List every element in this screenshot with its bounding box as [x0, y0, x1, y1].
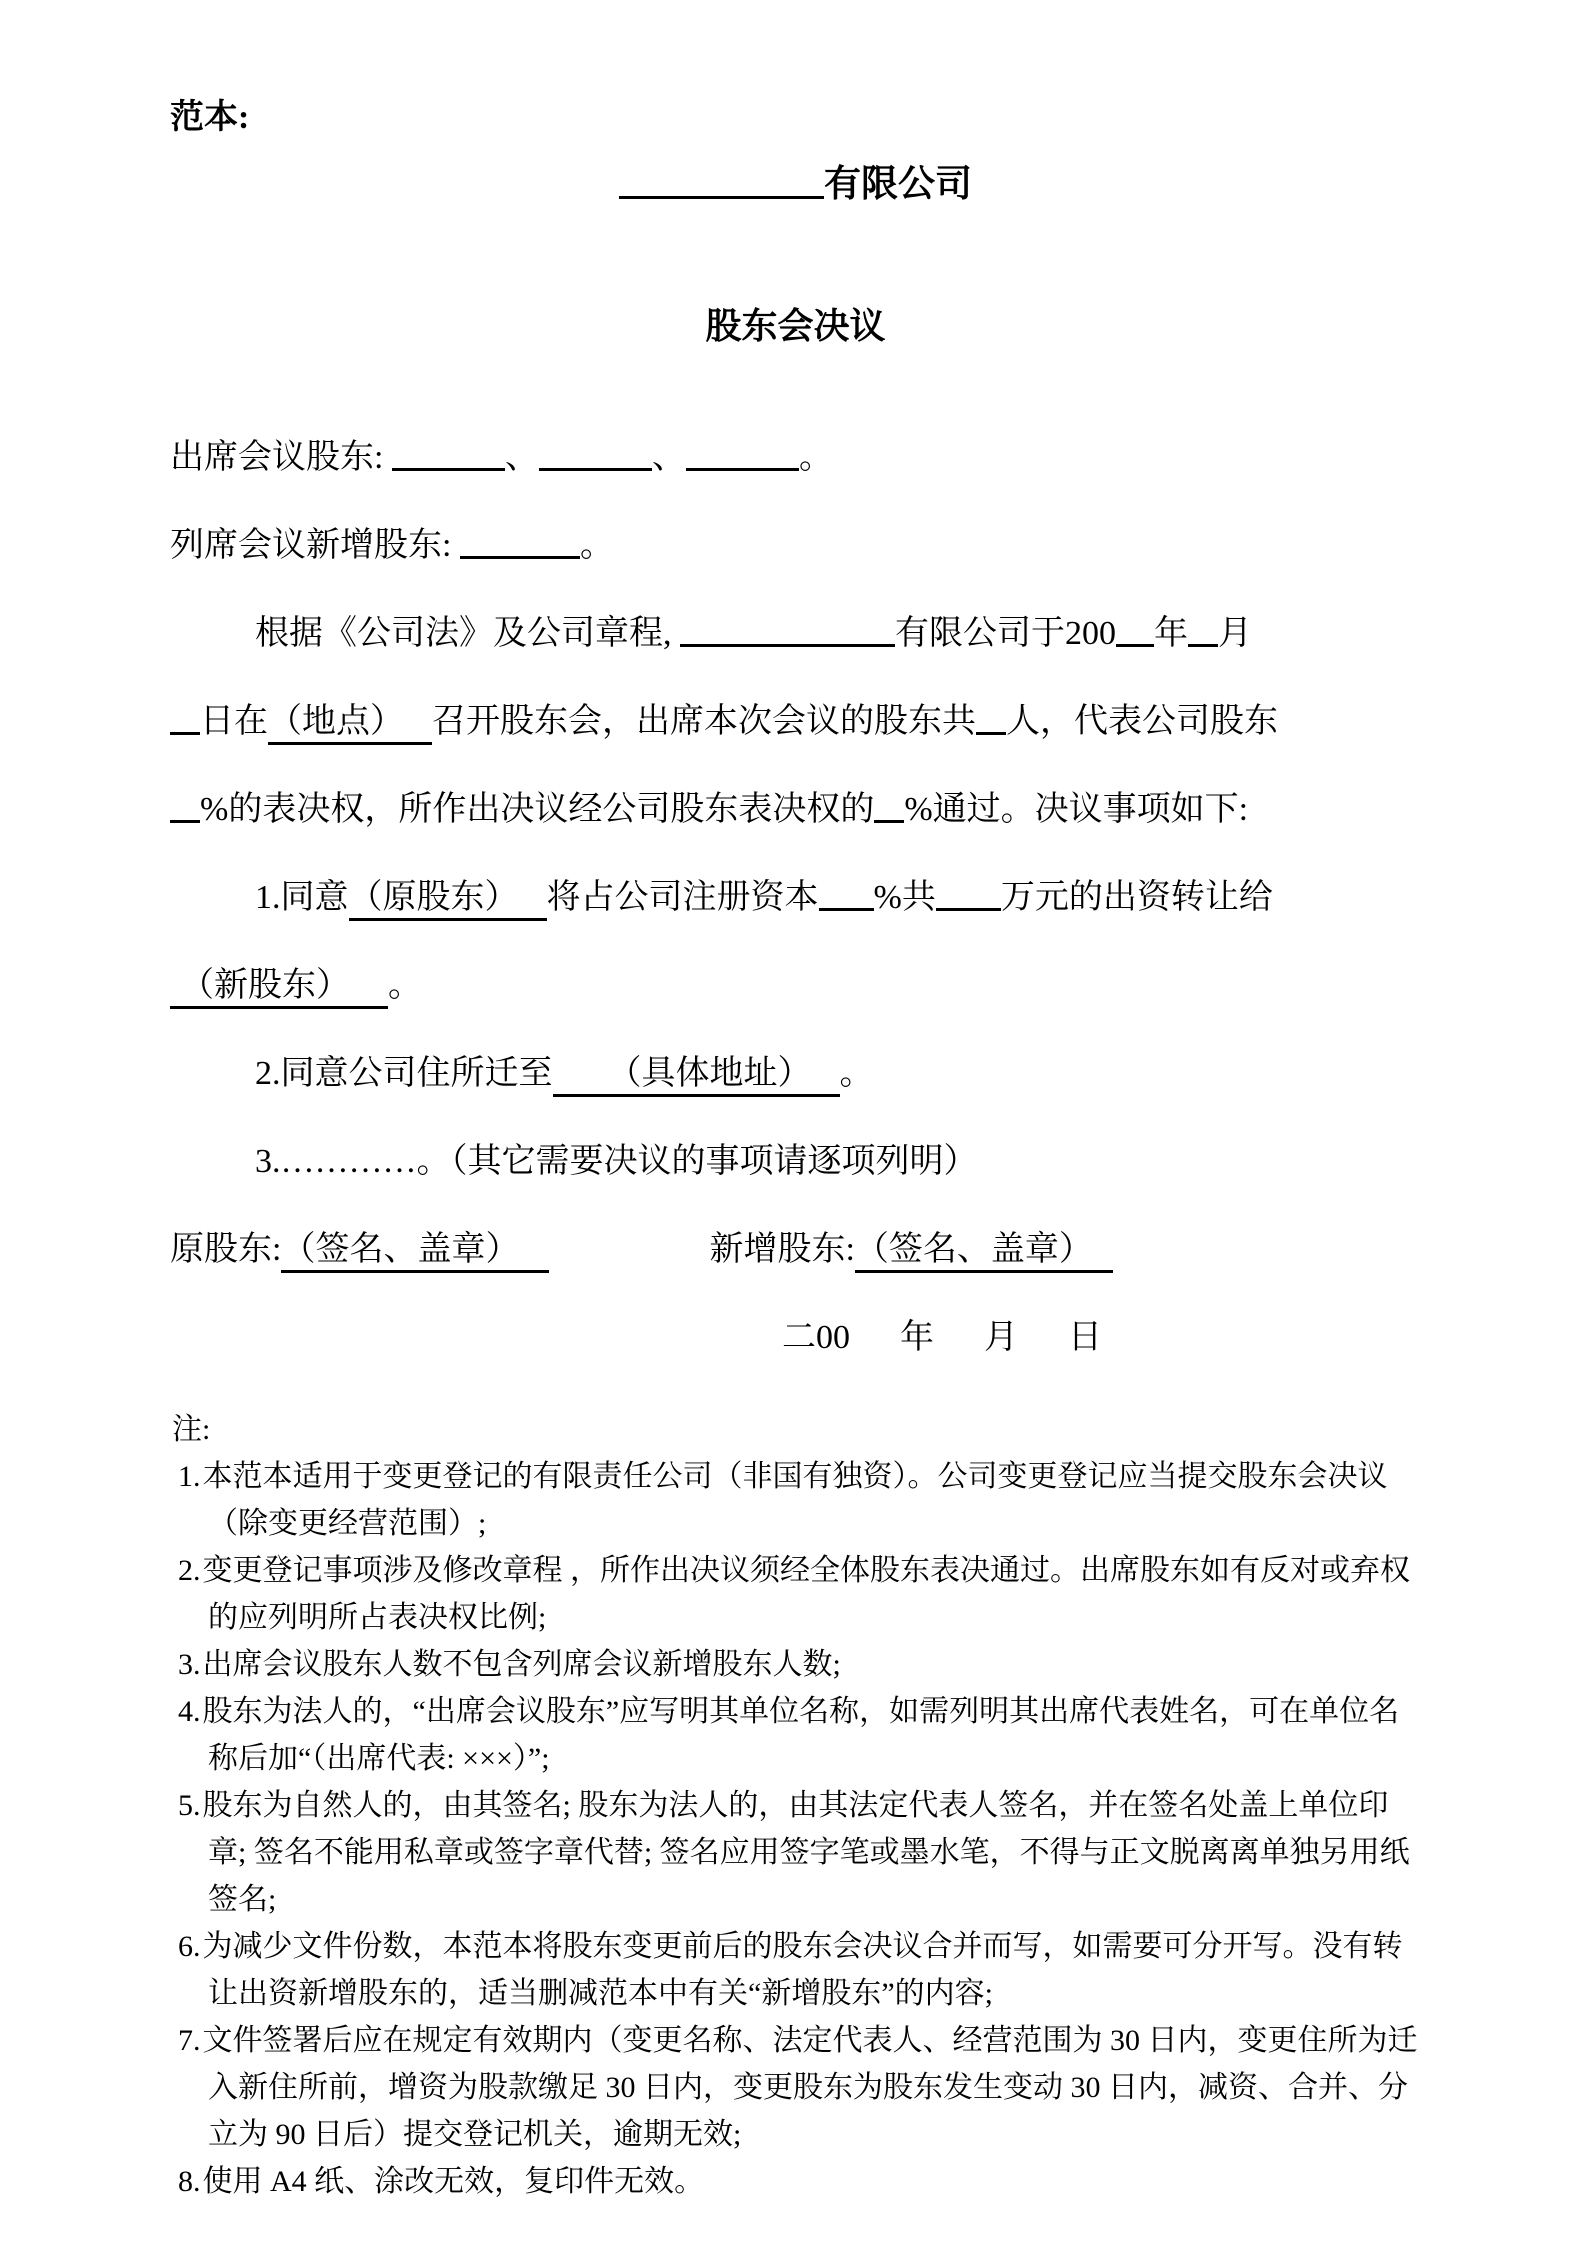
note-item-6: [170, 1923, 1421, 2017]
document-subtitle: 股东会决议: [705, 306, 886, 346]
old-shareholder-label: 原股东:: [170, 1231, 282, 1268]
note-text: 变更登记事项涉及修改章程 ，所作出决议须经全体股东表决通过。出席股东如有反对或弃权的应列明所占表决权比例;: [202, 1554, 1410, 1634]
notes-label: 注:: [172, 1413, 211, 1446]
attendees-label: 出席会议股东:: [170, 439, 384, 476]
place-placeholder: （地点）: [268, 703, 432, 745]
new-shareholder-label: 新增股东:: [709, 1231, 855, 1268]
percent-blank-2: [874, 786, 904, 823]
paragraph-line-3: [170, 766, 1421, 854]
period: 。: [579, 527, 614, 564]
note-number: 8.: [178, 2165, 201, 2198]
note-item-2: [170, 1547, 1421, 1641]
note-item-4: [170, 1688, 1421, 1782]
note-text: 出席会议股东人数不包含列席会议新增股东人数;: [202, 1648, 841, 1681]
signature-row: [170, 1206, 1421, 1294]
resolution-item-1: [170, 854, 1421, 942]
note-item-3: [170, 1641, 1421, 1688]
period: 。: [388, 967, 422, 1004]
attendees-line: [170, 414, 1421, 502]
date-year-prefix: 二00: [782, 1319, 850, 1356]
attendee-blank-3: [686, 434, 799, 471]
text: 根据《公司法》及公司章程,: [255, 615, 672, 652]
note-item-1: [170, 1453, 1421, 1547]
new-shareholder-signature: [709, 1206, 1112, 1294]
year-blank: [1116, 610, 1154, 647]
note-number: 7.: [178, 2024, 201, 2057]
date-line: [170, 1294, 1421, 1382]
text: 召开股东会，出席本次会议的股东共: [432, 703, 976, 740]
note-text: 股东为法人的，“出席会议股东”应写明其单位名称，如需列明其出席代表姓名，可在单位名称后加“（出席代表: ×××）”;: [202, 1695, 1400, 1775]
paragraph-line-1: [170, 590, 1421, 678]
notes-section: [170, 1406, 1421, 2205]
observers-line: [170, 502, 1421, 590]
old-sign-placeholder: （签名、盖章）: [281, 1231, 549, 1273]
old-shareholder-placeholder: （原股东）: [349, 879, 547, 921]
new-sign-placeholder: （签名、盖章）: [855, 1231, 1113, 1273]
attendee-blank-2: [539, 434, 652, 471]
note-text: 股东为自然人的，由其签名; 股东为法人的，由其法定代表人签名，并在签名处盖上单位印章; 签名不能用私章或签字章代替; 签名应用签字笔或墨水笔，不得与正文脱离离单独另用纸签名;: [202, 1789, 1410, 1916]
resolution-item-3: [170, 1118, 1421, 1206]
ellipsis: …………: [280, 1143, 417, 1180]
text: 有限公司于200: [895, 615, 1116, 652]
new-shareholder-placeholder: （新股东）: [170, 967, 388, 1009]
text: 。（其它需要决议的事项请逐项列明）: [416, 1143, 978, 1180]
old-shareholder-signature: [170, 1206, 549, 1294]
note-number: 5.: [178, 1789, 201, 1822]
attendee-blank-1: [392, 434, 505, 471]
date-day-label: 日: [1068, 1319, 1102, 1356]
note-text: 使用 A4 纸、涂改无效，复印件无效。: [202, 2165, 705, 2198]
date-year-label: 年: [900, 1319, 934, 1356]
note-text: 本范本适用于变更登记的有限责任公司（非国有独资）。公司变更登记应当提交股东会决议（除变更经营范围）;: [202, 1460, 1388, 1540]
period: 。: [839, 1055, 874, 1092]
text: 1.同意: [255, 879, 349, 916]
percent-blank-1: [170, 786, 200, 823]
period: 。: [798, 439, 833, 476]
text: %共: [873, 879, 936, 916]
note-number: 6.: [178, 1930, 201, 1963]
date-month-label: 月: [984, 1319, 1018, 1356]
company-blank: [680, 610, 895, 647]
template-label: 范本:: [170, 99, 250, 136]
separator: 、: [504, 439, 539, 476]
text: %的表决权，所作出决议经公司股东表决权的: [200, 791, 875, 828]
note-number: 4.: [178, 1695, 201, 1728]
text: 月: [1218, 615, 1252, 652]
address-placeholder: （具体地址）: [553, 1055, 840, 1097]
amount-blank: [936, 874, 1001, 911]
text: %通过。决议事项如下:: [904, 791, 1249, 828]
separator: 、: [651, 439, 686, 476]
note-text: 为减少文件份数，本范本将股东变更前后的股东会决议合并而写，如需要可分开写。没有转让出资新增股东的，适当删减范本中有关“新增股东”的内容;: [202, 1930, 1403, 2010]
text: 日在: [200, 703, 268, 740]
text: 2.同意公司住所迁至: [255, 1055, 553, 1092]
note-number: 1.: [178, 1460, 201, 1493]
text: 将占公司注册资本: [546, 879, 819, 916]
resolution-body: [170, 414, 1421, 1382]
capital-percent-blank: [819, 874, 874, 911]
note-item-8: [170, 2158, 1421, 2205]
month-blank: [1188, 610, 1218, 647]
company-suffix: 有限公司: [824, 164, 972, 205]
resolution-item-1-cont: [170, 942, 1421, 1030]
paragraph-line-2: [170, 678, 1421, 766]
count-blank: [976, 698, 1006, 735]
text: 人，代表公司股东: [1006, 703, 1278, 740]
note-text: 文件签署后应在规定有效期内（变更名称、法定代表人、经营范围为 30 日内，变更住所为迁入新住所前，增资为股款缴足 30 日内，变更股东为股东发生变动 30 日内，减资、合并、分立为 90 日后）提交登记机关，逾期无效;: [202, 2024, 1418, 2151]
document-title: [170, 156, 1421, 210]
observers-label: 列席会议新增股东:: [170, 527, 452, 564]
observer-blank: [460, 522, 580, 559]
day-blank: [170, 698, 200, 735]
note-number: 2.: [178, 1554, 201, 1587]
text: 万元的出资转让给: [1000, 879, 1273, 916]
text: 年: [1154, 615, 1188, 652]
company-name-blank: [619, 159, 824, 199]
note-item-5: [170, 1782, 1421, 1923]
note-item-7: [170, 2017, 1421, 2158]
resolution-item-2: [170, 1030, 1421, 1118]
text: 3.: [255, 1143, 281, 1180]
note-number: 3.: [178, 1648, 201, 1681]
